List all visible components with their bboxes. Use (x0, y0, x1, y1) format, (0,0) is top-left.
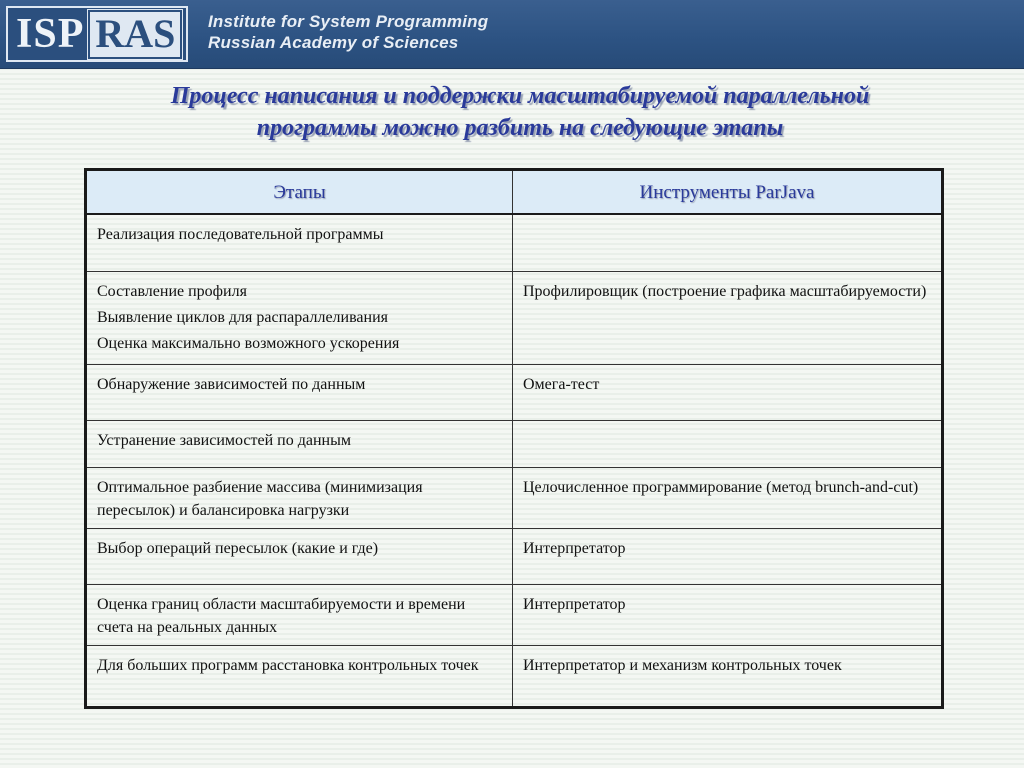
tool-cell: Профилировщик (построение графика масштабируемости) (513, 272, 943, 365)
institute-name (208, 11, 488, 53)
table-row (86, 272, 943, 365)
tool-cell (513, 214, 943, 272)
institute-line-1: Institute for System Programming (208, 12, 489, 31)
table-row (86, 365, 943, 421)
tool-cell: Целочисленное программирование (метод brunch-and-cut) (513, 468, 943, 529)
tool-cell: Омега-тест (513, 365, 943, 421)
slide-title (60, 80, 980, 144)
isp-ras-logo (6, 6, 188, 62)
institute-line-2: Russian Academy of Sciences (208, 33, 459, 52)
stage-cell (86, 585, 513, 646)
tool-cell: Интерпретатор и механизм контрольных точек (513, 646, 943, 708)
logo-ras-text: RAS (88, 10, 182, 59)
stage-cell (86, 646, 513, 708)
slide-title-line-1: Процесс написания и поддержки масштабируемой параллельной (170, 83, 870, 109)
table-row (86, 214, 943, 272)
stage-text: Реализация последовательной программы (97, 226, 384, 243)
stage-text: Выбор операций пересылок (какие и где) (97, 540, 379, 557)
table-row (86, 421, 943, 468)
stage-cell (86, 529, 513, 585)
stage-text: Оценка максимально возможного ускорения (97, 335, 400, 352)
column-header-tools: Инструменты ParJava (513, 170, 943, 215)
stages-table (84, 168, 944, 709)
stage-text: Для больших программ расстановка контрольных точек (97, 657, 479, 674)
header-banner (0, 0, 1024, 69)
stage-cell (86, 272, 513, 365)
logo-isp-text: ISP (16, 11, 85, 57)
table-header-row (86, 170, 943, 215)
table-row (86, 585, 943, 646)
tool-cell: Интерпретатор (513, 529, 943, 585)
stage-text: Составление профиля (97, 283, 247, 300)
stage-cell (86, 214, 513, 272)
stage-text: Устранение зависимостей по данным (97, 432, 351, 449)
table-row (86, 646, 943, 708)
column-header-stages: Этапы (86, 170, 513, 215)
table-row (86, 468, 943, 529)
stage-cell (86, 365, 513, 421)
slide-title-line-2: программы можно разбить на следующие этапы (256, 115, 784, 141)
table-row (86, 529, 943, 585)
stage-text: Выявление циклов для распараллеливания (97, 309, 389, 326)
stage-cell (86, 421, 513, 468)
tool-cell: Интерпретатор (513, 585, 943, 646)
stage-text: Оптимальное разбиение массива (минимизация пересылок) и балансировка нагрузки (97, 479, 423, 519)
stage-text: Оценка границ области масштабируемости и времени счета на реальных данных (97, 596, 466, 636)
stage-cell (86, 468, 513, 529)
stage-text: Обнаружение зависимостей по данным (97, 376, 366, 393)
tool-cell (513, 421, 943, 468)
